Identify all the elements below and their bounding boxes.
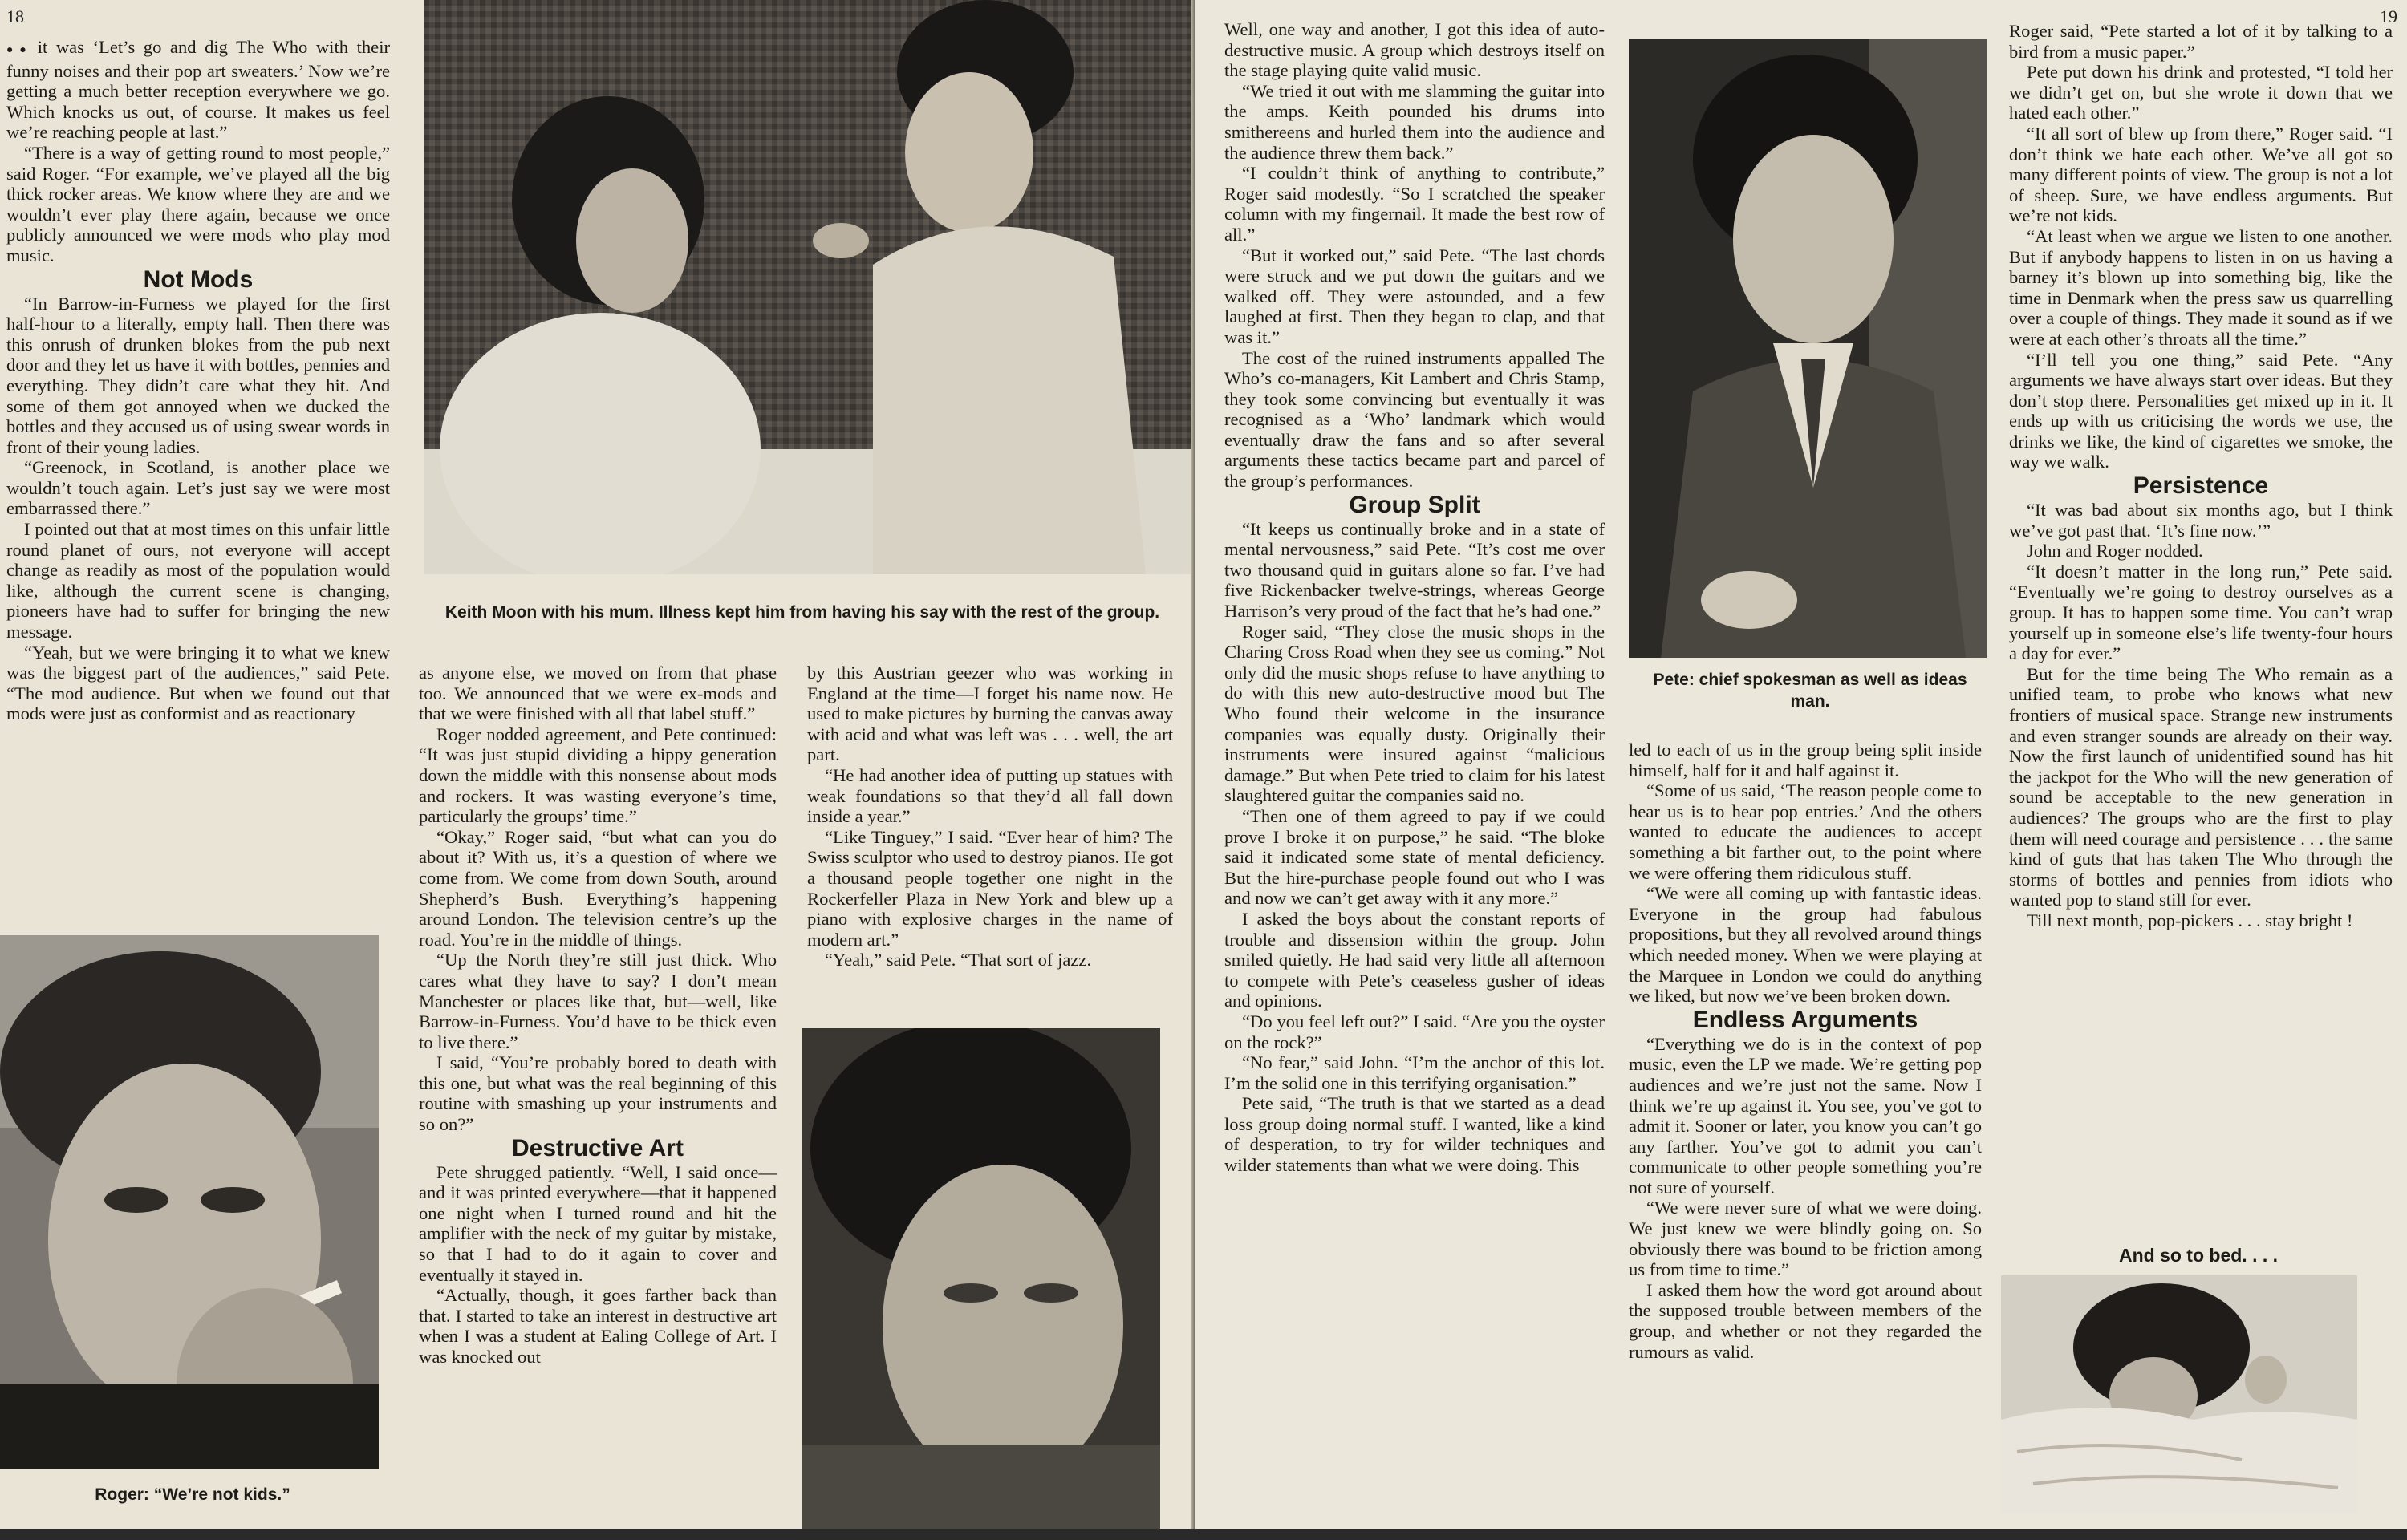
paragraph: Till next month, pop-pickers . . . stay bright ! (2027, 910, 2353, 930)
section-heading-not-mods: Not Mods (143, 265, 254, 293)
scan-bottom-edge (0, 1529, 2407, 1540)
page-number-right: 19 (2380, 6, 2397, 26)
paragraph: led to each of us in the group being split inside himself, half for it and half against it. (1629, 740, 1982, 780)
photo-keith-moon-with-mum (424, 0, 1194, 574)
paragraph: I said, “You’re probably bored to death with this one, but what was the real beginning of this routine with smashing up your instruments and so on?” (419, 1052, 777, 1135)
caption-roger: Roger: “We’re not kids.” (95, 1485, 290, 1504)
paragraph: “It was bad about six months ago, but I think we’ve got past that. ‘It’s fine now.’” (2009, 500, 2393, 541)
continuation-bullets-icon: ●● (6, 44, 33, 56)
paragraph: “Yeah,” said Pete. “That sort of jazz. (825, 950, 1092, 971)
paragraph: “I couldn’t think of anything to contribute,” Roger said modestly. “So I scratched the speaker column with my fingernail. It made the best row of all.” (1224, 163, 1605, 245)
paragraph: I asked the boys about the constant reports of trouble and dissension within the group. John smiled quietly. He had said very little all afternoon to compete with Pete’s ceaseless gusher of ideas and opinions. (1224, 908, 1605, 1011)
caption-and-so-to-bed: And so to bed. . . . (2118, 1245, 2279, 1266)
paragraph: “We were all coming up with fantastic ideas. Everyone in the group had fabulous propositions, but they all revolved around things which needed money. When we were playing at the Marquee in London we could do anything we liked, but now we’ve been broken down. (1629, 883, 1982, 1007)
right-column-1 (1224, 19, 1605, 1176)
caption-pete: Pete: chief spokesman as well as ideas man. (1653, 671, 1967, 711)
paragraph: “But it worked out,” said Pete. “The last chords were struck and we put down the guitars and we walked off. They were astounded, and a few laughed at first. Then they began to clap, and that was it.” (1224, 245, 1605, 347)
paragraph: John and Roger nodded. (2027, 541, 2203, 561)
paragraph: “It keeps us continually broke and in a state of mental nervousness,” said Pete. “It’s cost me over two thousand quid in guitars alone so far. I’ve had five Rickenbacker twelve-strings, whereas George Harrison’s very proud of the fact that he’s had one.” (1224, 518, 1605, 622)
paragraph: “Do you feel left out?” I said. “Are you the oyster on the rock?” (1224, 1011, 1605, 1052)
paragraph: “No fear,” said John. “I’m the anchor of this lot. I’m the solid one in this terrifying organisation.” (1224, 1052, 1605, 1093)
paragraph: Pete put down his drink and protested, “I told her we didn’t get on, but she wrote it down that we hated each other.” (2009, 62, 2393, 124)
paragraph: “We were never sure of what we were doing. We just knew we were blindly going on. So obviously there was bound to be friction among us from time to time.” (1629, 1198, 1982, 1280)
paragraph: “Everything we do is in the context of pop music, even the LP we made. We’re getting pop audiences and we’re just not the same. Now I think we’re up against it. You see, you’ve got to admit it. Sooner or later, you know you can’t go any farther. You’ve got to admit you can’t communicate to other people something you’re not sure of yourself. (1629, 1033, 1982, 1198)
paragraph: But for the time being The Who remain as a unified team, to probe who knows what new frontiers of musical space. Strange new instruments and even stranger sounds are already on their way. Now the first launch of unidentified sound has hit the jackpot for the Who will the new generation of sound be acceptable to the new generation in audiences? The groups who are the first to play them will need courage and persistence . . . the same kind of guts that has taken The Who through the storms of bottles and pennies from idiots who wanted pop to stand still for ever. (2009, 663, 2393, 910)
paragraph: “Like Tinguey,” I said. “Ever hear of him? The Swiss sculptor who used to destroy pianos. He got a thousand people together one night in the Rockerfeller Plaza in New York and blew up a piano with explosive charges in the name of modern art.” (807, 826, 1173, 950)
paragraph: by this Austrian geezer who was working in England at the time—I forget his name now. He used to make pictures by burning the canvas away with acid and what was left was . . . well, the art part. (807, 663, 1173, 765)
section-heading-destructive-art: Destructive Art (512, 1134, 684, 1161)
paragraph: “It all sort of blew up from there,” Roger said. “I don’t think we hate each other. We’ve all got so many different points of view. The group is not a lot of sheep. Sure, we have endless arguments. But we’re not kids. (2009, 123, 2393, 226)
paragraph: “He had another idea of putting up statues with weak foundations so that they’d all fall down inside a year.” (807, 764, 1173, 827)
paragraph: “Some of us said, ‘The reason people come to hear us is to hear pop entries.’ And the others wanted to educate the audiences to accept something a bit farther out, to the point where we were offering them ridiculous stuff. (1629, 780, 1982, 883)
paragraph: Pete said, “The truth is that we started as a dead loss group doing normal stuff. I wanted, like a kind of desperation, to try for wilder techniques and wilder statements than what we were doing. This (1224, 1093, 1605, 1176)
paragraph: “Greenock, in Scotland, is another place we wouldn’t touch again. Let’s just say we were most embarrassed there.” (6, 457, 390, 519)
left-column-3 (807, 663, 1173, 971)
paragraph: “There is a way of getting round to most people,” said Roger. “For example, we’ve played all the big thick rocker areas. We know where they are and we wouldn’t ever play there again, because we once publicly announced we were mods who play mod music. (6, 142, 390, 265)
paragraph: “We tried it out with me slamming the guitar into the amps. Keith pounded his drums into smithereens and hurled them into the audience and the audience threw them back.” (1224, 80, 1605, 163)
paragraph: The cost of the ruined instruments appalled The Who’s co-managers, Kit Lambert and Chris Stamp, they took some convincing but eventually it was recognised as a ‘Who’ landmark which would eventually draw the fans and so after several arguments these tactics became part and parcel of the group’s performances. (1224, 347, 1605, 492)
paragraph: Roger nodded agreement, and Pete continued: “It was just stupid dividing a hippy generation down the middle with this nonsense about mods and rockers. It was wasting everyone’s time, particularly the groups’ time.” (419, 723, 777, 827)
right-column-3 (2009, 21, 2393, 931)
photo-and-so-to-bed (2001, 1275, 2357, 1513)
paragraph: “Up the North they’re still just thick. Who cares what they have to say? I don’t mean Manchester or places like that, but—well, like Barrow-in-Furness. You’d have to be thick even to live there.” (419, 950, 777, 1052)
paragraph: as anyone else, we moved on from that phase too. We announced that we were ex-mods and that we were finished with all that label stuff.” (419, 663, 777, 724)
paragraph: I pointed out that at most times on this unfair little round planet of ours, not everyone will accept change as readily as most of the population would like, although the current scene is changing, pioneers have had to suffer for bringing the new message. (6, 519, 390, 642)
section-heading-endless-arguments: Endless Arguments (1692, 1006, 1918, 1033)
paragraph: Roger said, “They close the music shops in the Charing Cross Road when they see us coming.” Not only did the music shops refuse to have anything to do with this new auto-destructive mood but The Who found their welcome in the insurance companies was equally dusty. Originally their instruments were insured against “malicious damage.” But when Pete tried to claim for his latest slaughtered guitar the companies said no. (1224, 621, 1605, 806)
paragraph: “Yeah, but we were bringing it to what we knew was the biggest part of the audiences,” said Pete. “The mod audience. But when we found out that mods were just as conformist and as reactionary (6, 642, 390, 724)
paragraph: “It doesn’t matter in the long run,” Pete said. “Eventually we’re going to destroy ourselves as a group. It has to happen some time. You can’t wrap yourself up in someone else’s life twenty-four hours a day for ever.” (2009, 561, 2393, 664)
photo-pete-portrait (1629, 38, 1987, 658)
right-page (1195, 0, 2407, 1540)
left-page (0, 0, 1194, 1540)
photo-roger (0, 935, 379, 1469)
paragraph: “I’ll tell you one thing,” said Pete. “Any arguments we have always start over ideas. But they don’t stop there. Personalities get mixed up in it. It ends up with us criticising the words we use, the drinks we like, the kind of cigarettes we smoke, the way we walk. (2009, 349, 2393, 472)
left-column-2 (419, 663, 777, 1368)
paragraph: Well, one way and another, I got this idea of auto-destructive music. A group which destroys itself on the stage playing quite valid music. (1224, 19, 1605, 81)
page-number-left: 18 (6, 6, 24, 26)
left-column-1 (6, 37, 390, 724)
section-heading-persistence: Persistence (2133, 472, 2269, 500)
paragraph: “Actually, though, it goes farther back than that. I started to take an interest in destructive art when I was a student at Ealing College of Art. I was knocked out (419, 1285, 777, 1367)
paragraph: I asked them how the word got around about the supposed trouble between members of the group, and whether or not they regarded the rumours as valid. (1629, 1279, 1982, 1362)
paragraph: Roger said, “Pete started a lot of it by talking to a bird from a music paper.” (2009, 21, 2393, 62)
paragraph: “Then one of them agreed to pay if we could prove I broke it on purpose,” he said. “The bloke said it indicated some state of mental deficiency. But the hire-purchase people found out who I was and now we can’t get away with it any more.” (1224, 805, 1605, 909)
paragraph: ●● it was ‘Let’s go and dig The Who with their funny noises and their pop art sweaters.’ Now we’re getting a much better reception everywhere we go. Which knocks us out, of course. It makes us feel we’re reaching people at last.” (6, 37, 390, 143)
paragraph: “At least when we argue we listen to one another. But if anybody happens to listen in on us having a barney it’s blown up into something big, like the time in Denmark when the press saw us quarrelling over a couple of things. They made it sound as if we were at each other’s throats all the time.” (2009, 225, 2393, 349)
paragraph: “In Barrow-in-Furness we played for the first half-hour to a literally, empty hall. Then there was this onrush of drunken blokes from the pub next door and they let us have it with bottles, pennies and everything. They didn’t care what they hit. And some of them got annoyed when we ducked the bottles and they accused us of using swear words in front of their young ladies. (6, 293, 390, 457)
caption-keith-moon: Keith Moon with his mum. Illness kept him from having his say with the rest of the group. (444, 603, 1160, 622)
paragraph: Pete shrugged patiently. “Well, I said once—and it was printed everywhere—that it happened one night when I turned round and hit the amplifier with the neck of my guitar by mistake, so that I had to do it again to cover and eventually it stayed in. (419, 1161, 777, 1285)
photo-pete-closeup (802, 1028, 1160, 1529)
section-heading-group-split: Group Split (1349, 491, 1480, 518)
right-column-2 (1629, 740, 1982, 1362)
paragraph: “Okay,” Roger said, “but what can you do about it? With us, it’s a question of where we come from. We come from down South, around Shepherd’s Bush. Everything’s happening around London. The television centre’s up the road. You’re in the middle of things. (419, 826, 777, 950)
